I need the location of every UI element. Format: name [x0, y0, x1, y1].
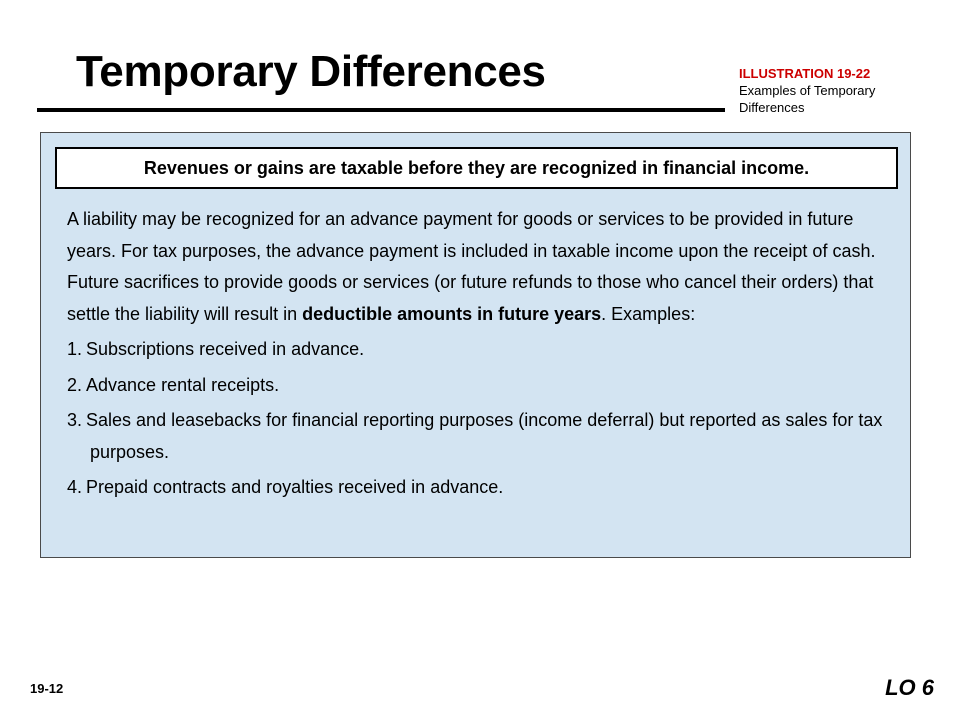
panel-body: [67, 204, 897, 508]
illustration-reference: [739, 65, 939, 116]
list-item: [67, 334, 897, 366]
list-item-number: 4.: [67, 477, 83, 497]
intro-paragraph: [67, 204, 897, 330]
list-item-text: Subscriptions received in advance.: [86, 339, 365, 359]
intro-text: A liability may be recognized for an advance payment for goods or services to be provided in future years. For tax purposes, the advance payment is included in taxable income upon the receipt of cash. Future sacrifices to provide goods or services (or future refunds to those who cancel their orders) that settle the liability will result in: [67, 209, 876, 324]
title-underline: [37, 108, 725, 112]
slide-title: Temporary Differences: [76, 47, 546, 96]
intro-trailing: . Examples:: [601, 303, 696, 324]
list-item-number: 2.: [67, 374, 83, 395]
list-item-text: Advance rental receipts.: [86, 374, 280, 395]
illustration-number: ILLUSTRATION 19-22: [739, 66, 871, 81]
list-item-text: Prepaid contracts and royalties received in advance.: [86, 477, 504, 497]
list-item-number: 1.: [67, 339, 83, 359]
slide-number: 19-12: [30, 681, 64, 696]
panel-heading: Revenues or gains are taxable before they are recognized in financial income.: [55, 147, 898, 189]
learning-objective-badge: LO 6: [885, 675, 934, 700]
list-item-text: Sales and leasebacks for financial reporting purposes (income deferral) but reported as sales for tax purposes.: [86, 410, 883, 462]
list-item: [67, 472, 897, 504]
illustration-caption: Examples of Temporary Differences: [739, 83, 876, 115]
list-item: [67, 405, 897, 468]
list-item: [67, 370, 897, 402]
content-panel: [40, 132, 911, 558]
intro-emphasis: deductible amounts in future years: [302, 303, 602, 324]
list-item-number: 3.: [67, 410, 83, 430]
example-list: [67, 334, 897, 504]
